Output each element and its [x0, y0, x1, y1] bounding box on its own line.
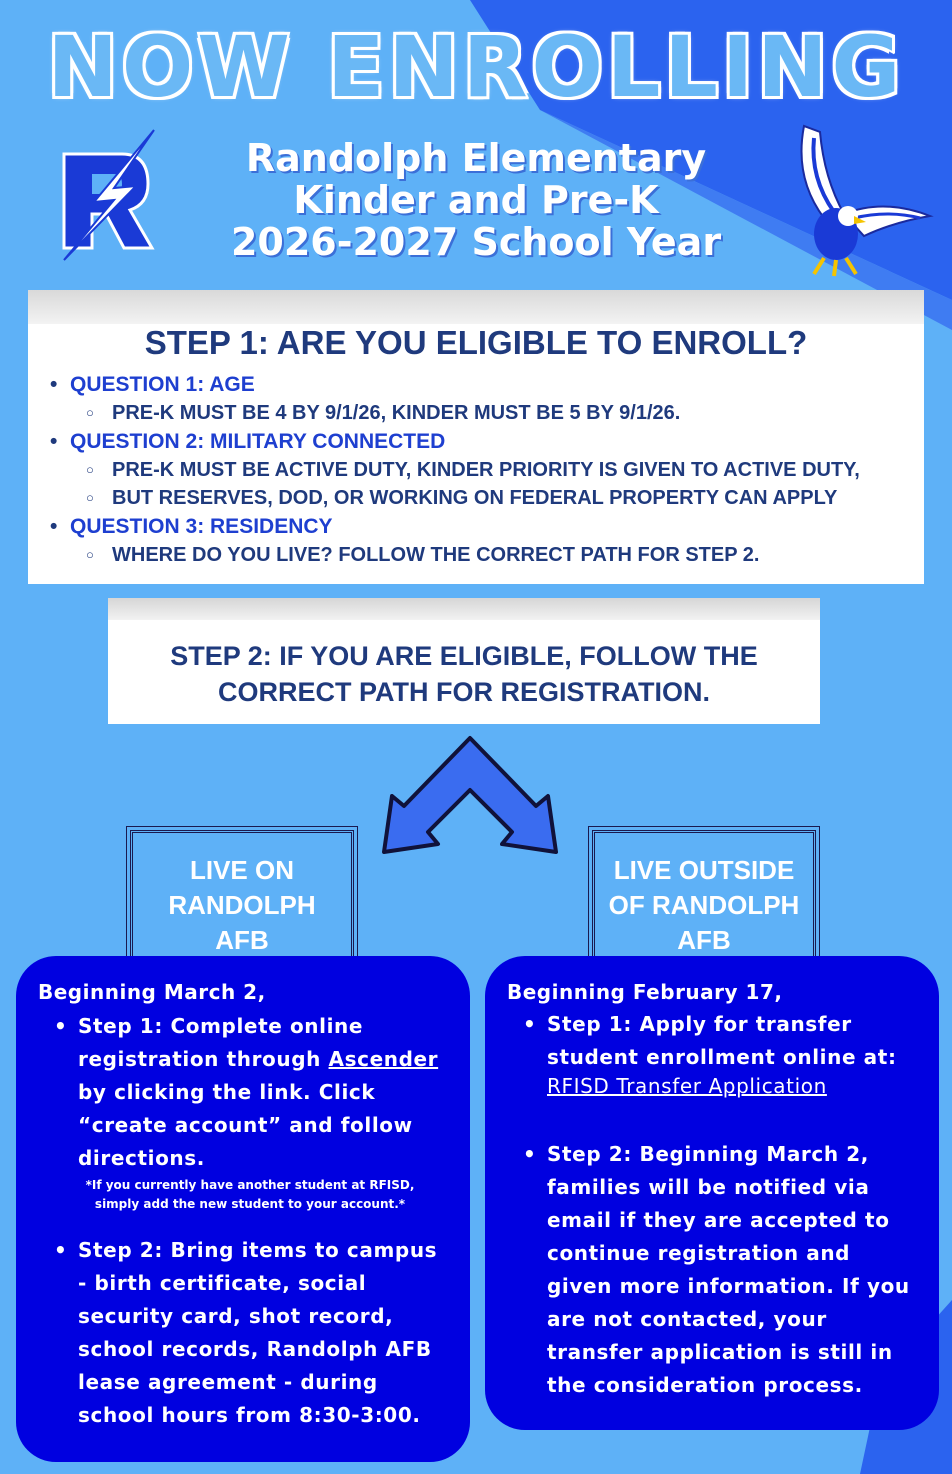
on-base-instructions-panel: [16, 956, 470, 1462]
on-base-step2-line5: lease agreement - during: [78, 1370, 378, 1394]
off-base-step2-line6: are not contacted, your: [547, 1307, 827, 1331]
path-live-outside-base: [592, 830, 816, 960]
on-base-step2-line4: school records, Randolph AFB: [78, 1337, 432, 1361]
question-residency: • QUESTION 3: RESIDENCY: [44, 512, 924, 541]
existing-student-note: [60, 1176, 440, 1214]
off-base-begin-date: Beginning February 17,: [507, 980, 783, 1004]
off-base-step2-line8: the consideration process.: [547, 1373, 863, 1397]
on-base-step2-line1: • Step 2: Bring items to campus: [78, 1238, 438, 1262]
path-live-on-line3: AFB: [215, 925, 269, 955]
ascender-link[interactable]: Ascender: [328, 1047, 439, 1071]
question-military: • QUESTION 2: MILITARY CONNECTED: [44, 427, 924, 456]
off-base-step1-line1: • Step 1: Apply for transfer: [547, 1012, 852, 1036]
off-base-step2-line3: email if they are accepted to: [547, 1208, 890, 1232]
path-live-on-line1: LIVE ON: [189, 855, 294, 885]
path-live-on-base: [130, 830, 354, 960]
on-base-step2-line6: school hours from 8:30-3:00.: [78, 1403, 421, 1427]
question-military-detail-cont-text: BUT RESERVES, DOD, OR WORKING ON FEDERAL PROPERTY CAN APPLY: [112, 487, 838, 509]
step2-text: [108, 638, 820, 710]
split-arrow-icon: [380, 734, 560, 860]
school-year: 2026-2027 School Year: [230, 220, 722, 264]
question-list: [44, 370, 924, 569]
path-live-on-label: [133, 853, 351, 958]
on-base-step1-line3: by clicking the link. Click: [78, 1080, 376, 1104]
question-age-detail: ○ PRE-K MUST BE 4 BY 9/1/26, KINDER MUST BE 5 BY 9/1/26.: [44, 399, 924, 427]
off-base-step2-line4: continue registration and: [547, 1241, 851, 1265]
question-age: • QUESTION 1: AGE: [44, 370, 924, 399]
path-live-on-line2: RANDOLPH: [168, 890, 316, 920]
lightning-r-logo-icon: [44, 124, 164, 264]
off-base-step2-line5: given more information. If you: [547, 1274, 910, 1298]
grade-levels: Kinder and Pre-K: [293, 178, 659, 222]
on-base-step1-line5: directions.: [78, 1146, 205, 1170]
step1-section: [28, 290, 924, 584]
step1-shine: [28, 290, 924, 324]
step2-shine: [108, 598, 820, 620]
path-live-outside-line1: LIVE OUTSIDE: [613, 855, 795, 885]
off-base-step2-line7: transfer application is still in: [547, 1340, 893, 1364]
on-base-begin-date: Beginning March 2,: [38, 980, 266, 1004]
step2-line2: CORRECT PATH FOR REGISTRATION.: [218, 677, 710, 707]
on-base-step2: [78, 1234, 437, 1432]
step2-section: [108, 598, 820, 724]
off-base-step2: [547, 1138, 910, 1402]
on-base-step1-line2: [78, 1043, 438, 1076]
on-base-step1-line4: “create account” and follow: [78, 1113, 413, 1137]
on-base-step2-line3: security card, shot record,: [78, 1304, 394, 1328]
step2-line1: STEP 2: IF YOU ARE ELIGIBLE, FOLLOW THE: [170, 641, 758, 671]
step1-title: STEP 1: ARE YOU ELIGIBLE TO ENROLL?: [144, 324, 808, 361]
path-live-outside-line3: AFB: [677, 925, 731, 955]
path-live-outside-line2: OF RANDOLPH: [608, 890, 800, 920]
off-base-instructions-panel: [485, 956, 939, 1430]
on-base-step1-line2-text: registration through: [78, 1047, 329, 1071]
on-base-step1-line1: • Step 1: Complete online: [78, 1014, 364, 1038]
eagle-mascot-icon: [784, 118, 934, 278]
main-title: NOW ENROLLING: [47, 18, 905, 116]
off-base-step2-line2: families will be notified via: [547, 1175, 870, 1199]
note-line1: *If you currently have another student at RFISD,: [85, 1178, 415, 1192]
transfer-application-link[interactable]: RFISD Transfer Application: [547, 1074, 827, 1098]
question-military-detail-cont: [44, 484, 924, 512]
off-base-step1-line2: student enrollment online at:: [547, 1045, 897, 1069]
question-residency-detail: ○ WHERE DO YOU LIVE? FOLLOW THE CORRECT PATH FOR STEP 2.: [44, 541, 924, 569]
question-military-detail: ○ PRE-K MUST BE ACTIVE DUTY, KINDER PRIORITY IS GIVEN TO ACTIVE DUTY,: [44, 456, 924, 484]
on-base-step1: [78, 1010, 438, 1175]
school-name: Randolph Elementary: [245, 136, 707, 180]
note-line2: simply add the new student to your account.*: [94, 1197, 406, 1211]
on-base-step2-line2: - birth certificate, social: [78, 1271, 367, 1295]
off-base-step1: [547, 1008, 897, 1074]
off-base-step2-line1: • Step 2: Beginning March 2,: [547, 1142, 869, 1166]
path-live-outside-label: [595, 853, 813, 958]
